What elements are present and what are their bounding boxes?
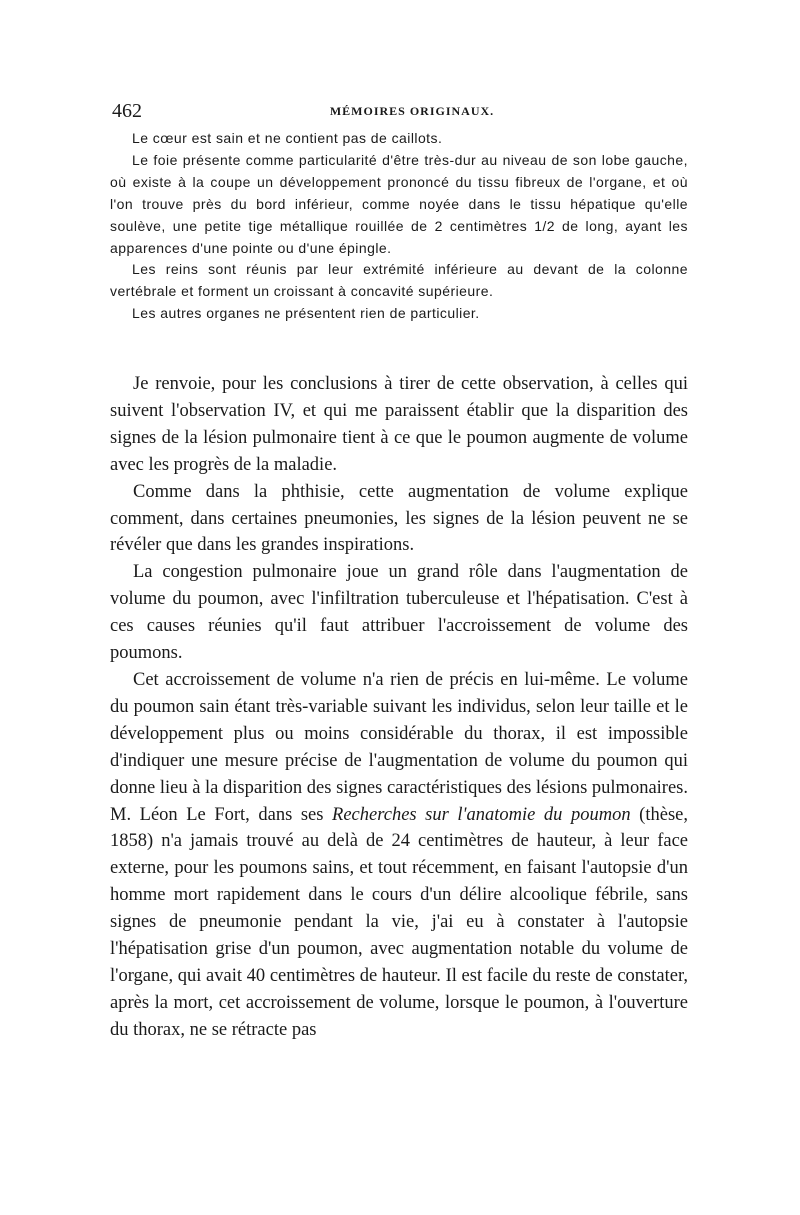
paragraph-phthisis: Comme dans la phthisie, cette augmentation de volume explique comment, dans certaines pneumonies, les signes de la lésion peuvent ne se révéler que dans les grandes inspirations. — [110, 481, 688, 556]
note-other-organs: Les autres organes ne présentent rien de particulier. — [132, 305, 480, 322]
running-title: MÉMOIRES ORIGINAUX. — [329, 104, 495, 118]
note-kidneys: Les reins sont réunis par leur extrémité inférieure au devant de la colonne vertébrale et forment un croissant à concavité supérieure. — [110, 261, 688, 300]
paragraph-volume — [110, 667, 688, 1044]
page-number: 462 — [112, 100, 142, 122]
paragraph-volume-end: (thèse, 1858) n'a jamais trouvé au delà de 24 centimètres de hauteur, à leur face externe, pour les poumons sains, et tout récemment, en faisant l'autopsie d'un homme mort rapidement dans le cours d'un délire alcoolique fébrile, sans signes de pneumonie pendant la vie, j'ai eu à constater à l'autopsie l'hépatisation grise d'un poumon, avec augmentation notable du volume de l'organe, qui avait 40 centimètres de hauteur. Il est facile du reste de constater, après la mort, cet accroissement de volume, lorsque le poumon, à l'ouverture du thorax, ne se rétracte pas — [110, 804, 688, 1040]
paragraph-conclusions: Je renvoie, pour les conclusions à tirer de cette observation, à celles qui suivent l'observation IV, et qui me paraissent établir que la disparition des signes de la lésion pulmonaire tient à ce que le poumon augmente de volume avec les progrès de la maladie. — [110, 374, 688, 475]
note-heart: Le cœur est sain et ne contient pas de caillots. — [132, 130, 443, 146]
running-head — [112, 100, 712, 122]
paragraph-congestion: La congestion pulmonaire joue un grand rôle dans l'augmentation de volume du poumon, avec l'infiltration tuberculeuse et l'hépatisation. C'est à ces causes réunies qu'il faut attribuer l'accroissement de volume des poumons. — [110, 562, 688, 664]
autopsy-notes — [110, 128, 688, 325]
main-text — [110, 371, 688, 1044]
paragraph-volume-start: Cet accroissement de volume n'a rien de précis en lui-même. Le volume du poumon sain étant très-variable suivant les individus, selon leur taille et le développement plus ou moins considérable du thorax, il est impossible d'indiquer une mesure précise de l'augmentation de volume du poumon qui donne lieu à la disparition des signes caractéristiques des lésions pulmonaires. M. Léon Le Fort, dans ses — [110, 669, 688, 825]
cited-work-title: Recherches sur l'anatomie du poumon — [332, 804, 631, 825]
note-liver: Le foie présente comme particularité d'être très-dur au niveau de son lobe gauche, où existe à la coupe un développement prononcé du tissu fibreux de l'organe, et où l'on trouve près du bord inférieur, comme noyée dans le tissu hépatique qu'elle soulève, une petite tige métallique rouillée de 2 centimètres 1/2 de long, ayant les apparences d'une pointe ou d'une épingle. — [110, 151, 688, 256]
